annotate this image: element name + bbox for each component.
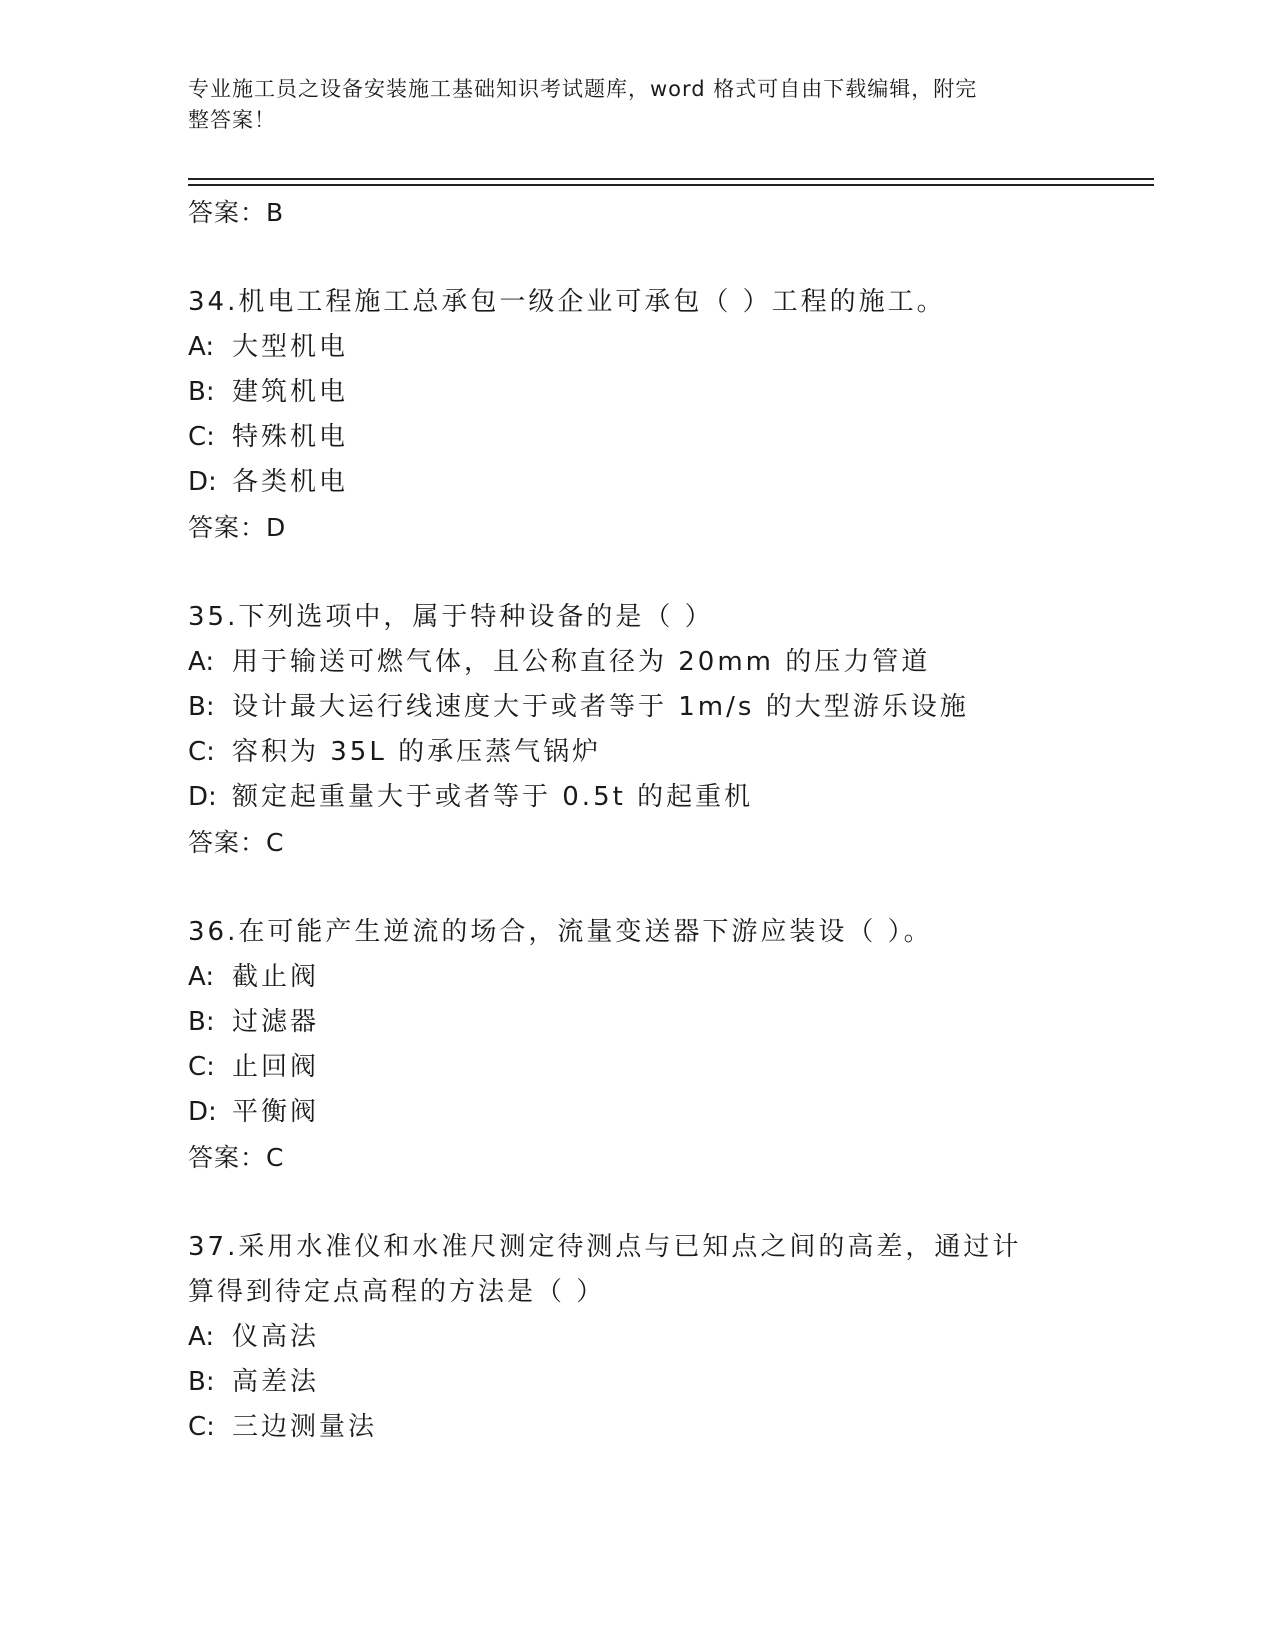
option-text: 平衡阀 — [232, 1097, 320, 1127]
option-text: 三边测量法 — [232, 1412, 378, 1442]
question-block — [188, 910, 1088, 1180]
option-letter: B: — [188, 1367, 215, 1397]
option-letter: C: — [188, 422, 215, 452]
option-letter: B: — [188, 1007, 215, 1037]
document-header — [188, 74, 1068, 136]
header-divider-top — [188, 178, 1154, 180]
option-letter: D: — [188, 1097, 217, 1127]
header-line-1: 专业施工员之设备安装施工基础知识考试题库，word 格式可自由下载编辑，附完 — [188, 77, 978, 101]
option-a — [188, 1315, 1088, 1360]
option-d — [188, 460, 1088, 505]
answer-line: 答案：C — [188, 1143, 285, 1172]
option-a — [188, 955, 1088, 1000]
option-text: 特殊机电 — [232, 422, 349, 452]
question-block — [188, 280, 1088, 550]
option-text: 各类机电 — [232, 467, 349, 497]
option-letter: A: — [188, 647, 215, 677]
option-text: 高差法 — [232, 1367, 320, 1397]
question-stem: 36.在可能产生逆流的场合，流量变送器下游应装设（ ）。 — [188, 917, 933, 947]
option-text: 用于输送可燃气体，且公称直径为 20mm 的压力管道 — [232, 647, 931, 677]
option-a — [188, 640, 1088, 685]
option-c — [188, 415, 1088, 460]
answer-line: 答案：B — [188, 198, 285, 227]
document-body — [188, 190, 1088, 1450]
answer-line: 答案：C — [188, 828, 285, 857]
option-b — [188, 1360, 1088, 1405]
answer-line: 答案：D — [188, 513, 287, 542]
option-text: 容积为 35L 的承压蒸气锅炉 — [232, 737, 602, 767]
option-b — [188, 685, 1088, 730]
option-a — [188, 325, 1088, 370]
option-b — [188, 370, 1088, 415]
option-letter: D: — [188, 782, 217, 812]
question-block — [188, 595, 1088, 865]
option-text: 仪高法 — [232, 1322, 320, 1352]
option-letter: C: — [188, 737, 215, 767]
question-stem: 34.机电工程施工总承包一级企业可承包（ ）工程的施工。 — [188, 287, 946, 317]
option-c — [188, 1405, 1088, 1450]
question-stem: 35.下列选项中，属于特种设备的是（ ） — [188, 602, 714, 632]
question-stem: 37.采用水准仪和水准尺测定待测点与已知点之间的高差，通过计算得到待定点高程的方法是（ ） — [188, 1232, 1022, 1307]
option-letter: B: — [188, 377, 215, 407]
option-text: 过滤器 — [232, 1007, 320, 1037]
option-text: 截止阀 — [232, 962, 320, 992]
option-c — [188, 730, 1088, 775]
question-block — [188, 1225, 1088, 1450]
option-letter: C: — [188, 1412, 215, 1442]
option-text: 设计最大运行线速度大于或者等于 1m/s 的大型游乐设施 — [232, 692, 969, 722]
option-text: 止回阀 — [232, 1052, 320, 1082]
option-text: 建筑机电 — [232, 377, 349, 407]
option-d — [188, 775, 1088, 820]
header-divider-bottom — [188, 184, 1154, 186]
option-letter: D: — [188, 467, 217, 497]
option-letter: A: — [188, 962, 215, 992]
option-letter: B: — [188, 692, 215, 722]
option-d — [188, 1090, 1088, 1135]
option-b — [188, 1000, 1088, 1045]
header-line-2: 整答案！ — [188, 108, 276, 132]
option-letter: A: — [188, 1322, 215, 1352]
option-c — [188, 1045, 1088, 1090]
option-letter: C: — [188, 1052, 215, 1082]
option-text: 大型机电 — [232, 332, 349, 362]
option-text: 额定起重量大于或者等于 0.5t 的起重机 — [232, 782, 754, 812]
option-letter: A: — [188, 332, 215, 362]
